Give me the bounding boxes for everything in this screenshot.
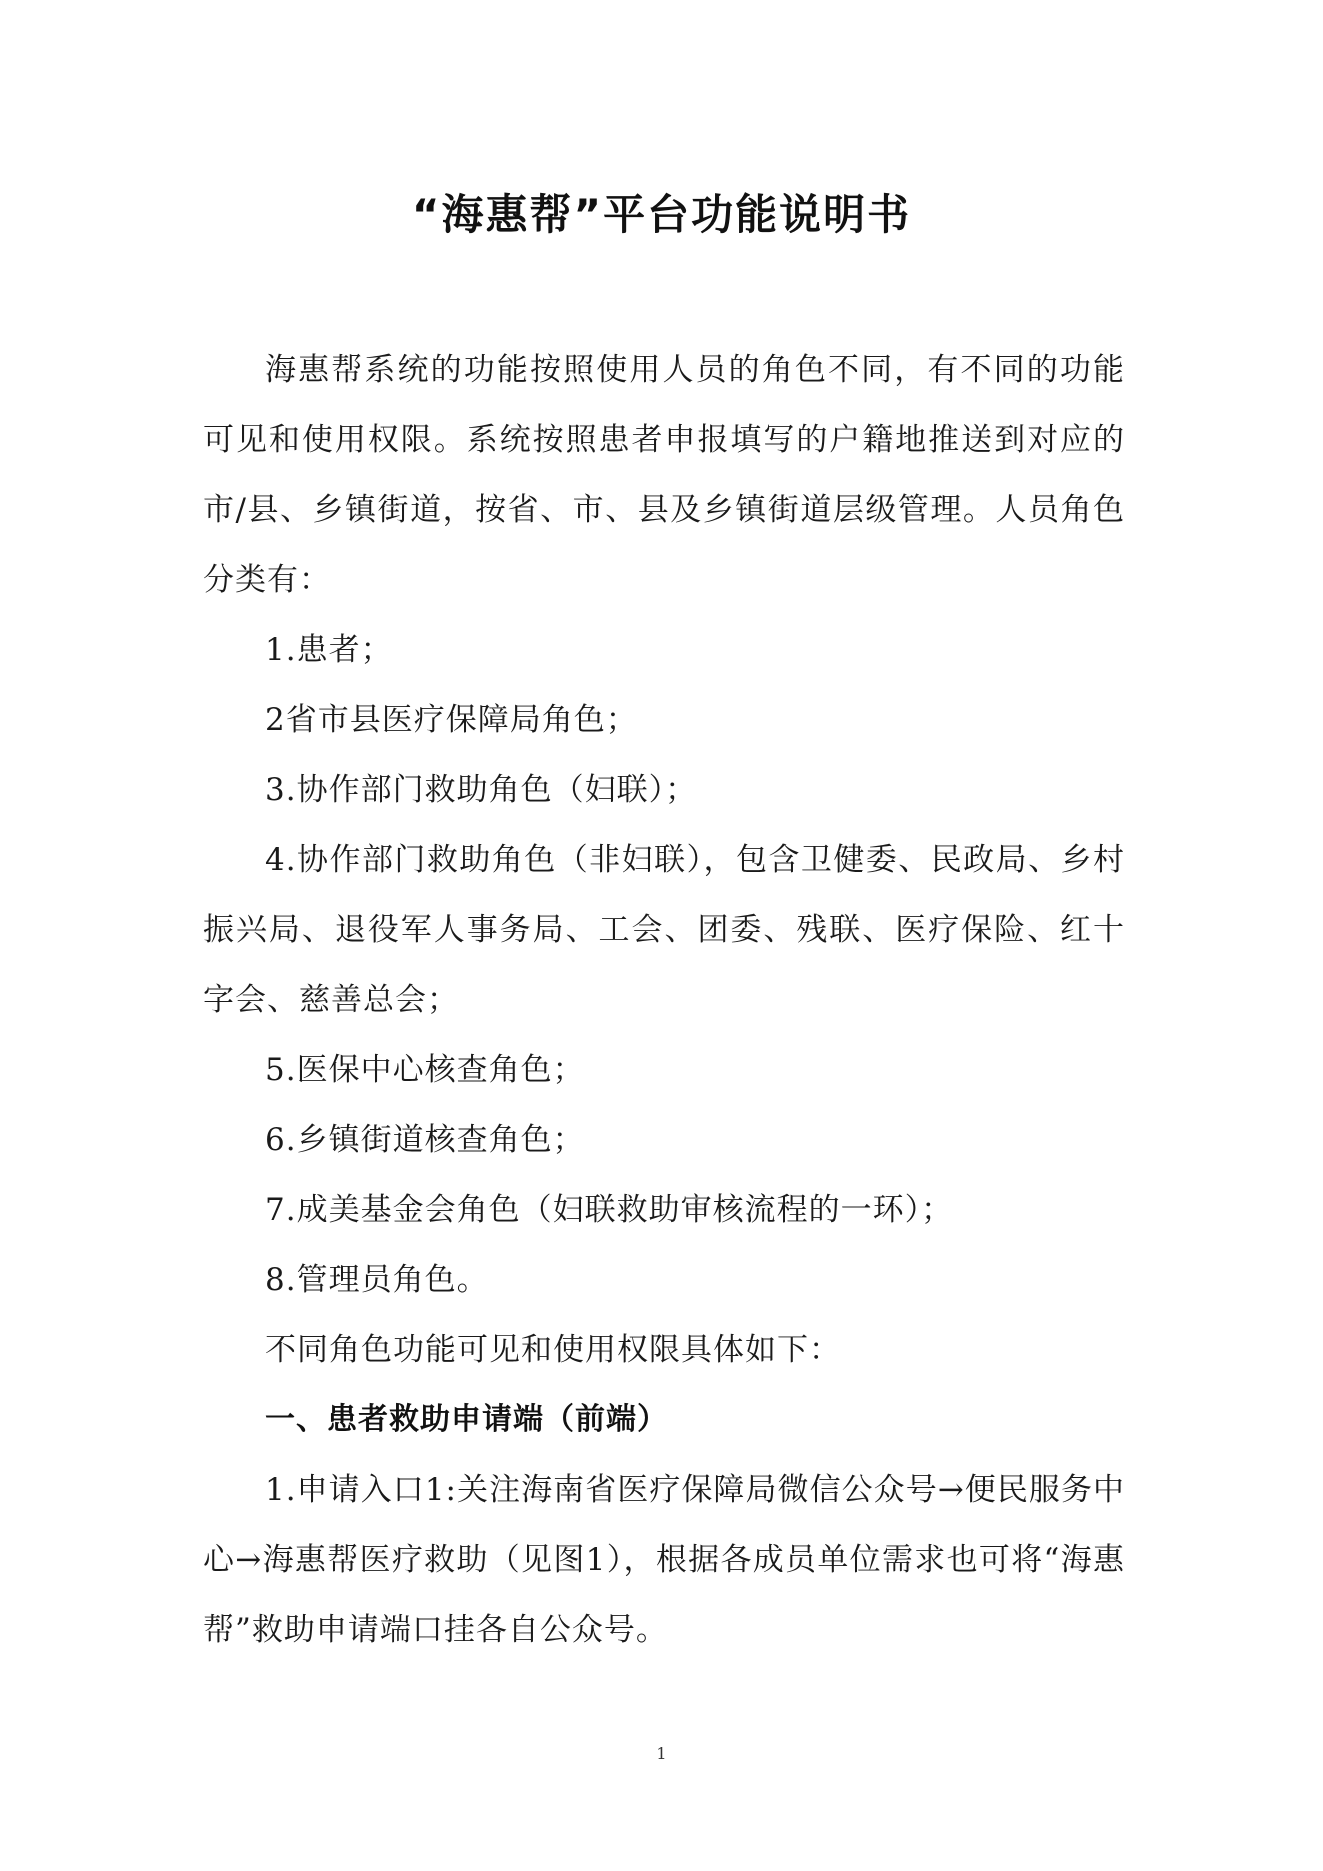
role-item-3: 3.协作部门救助角色（妇联）； xyxy=(265,772,698,808)
role-item-6: 6.乡镇街道核查角色； xyxy=(265,1122,585,1158)
role-item-7: 7.成美基金会角色（妇联救助审核流程的一环）； xyxy=(265,1192,954,1228)
page-number: 1 xyxy=(656,1744,667,1763)
document-body xyxy=(203,335,1125,1665)
section-heading-patient-frontend: 一、患者救助申请端（前端） xyxy=(265,1402,668,1437)
section1-item-1: 1.申请入口1:关注海南省医疗保障局微信公众号→便民服务中心→海惠帮医疗救助（见图1），根据各成员单位需求也可将“海惠帮”救助申请端口挂各自公众号。 xyxy=(203,1472,1125,1648)
intro-paragraph: 海惠帮系统的功能按照使用人员的角色不同，有不同的功能可见和使用权限。系统按照患者申报填写的户籍地推送到对应的市/县、乡镇街道，按省、市、县及乡镇街道层级管理。人员角色分类有： xyxy=(203,352,1125,598)
role-item-5: 5.医保中心核查角色； xyxy=(265,1052,585,1088)
role-item-2: 2省市县医疗保障局角色； xyxy=(265,702,638,738)
permissions-intro-paragraph: 不同角色功能可见和使用权限具体如下： xyxy=(265,1332,841,1368)
page-title: “海惠帮”平台功能说明书 xyxy=(411,190,912,239)
role-item-1: 1.患者； xyxy=(265,632,393,668)
role-item-8: 8.管理员角色。 xyxy=(265,1262,489,1298)
role-item-4: 4.协作部门救助角色（非妇联），包含卫健委、民政局、乡村振兴局、退役军人事务局、工会、团委、残联、医疗保险、红十字会、慈善总会； xyxy=(203,842,1125,1018)
